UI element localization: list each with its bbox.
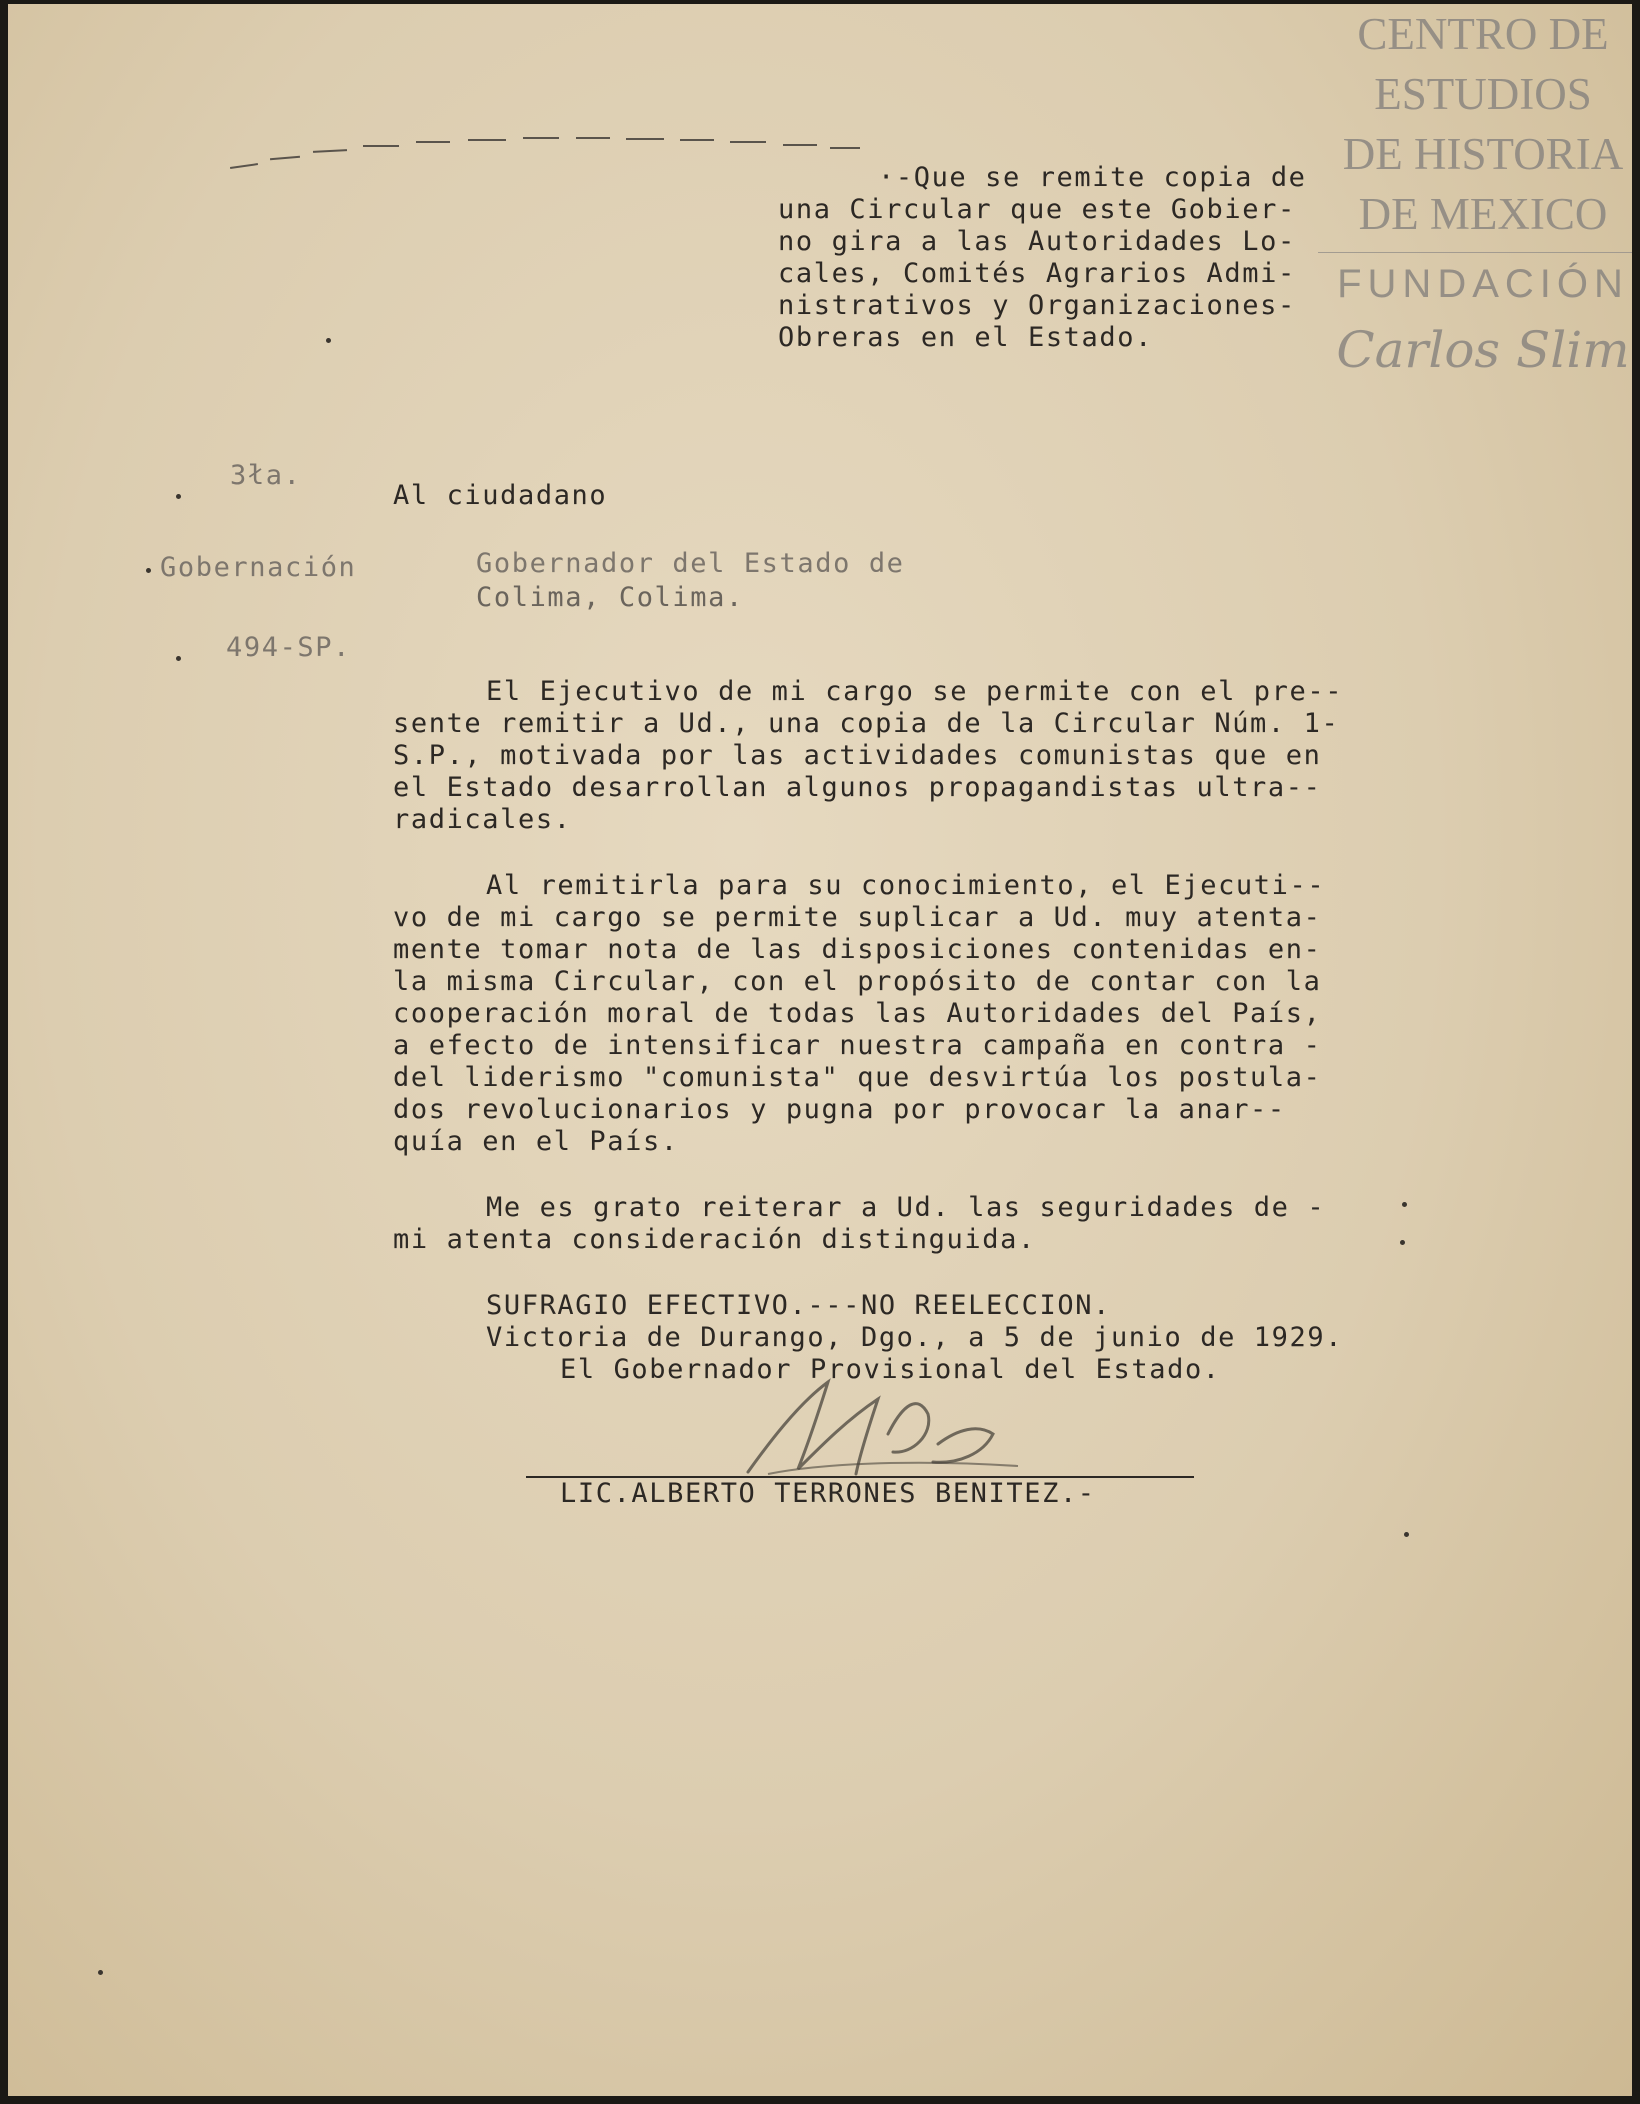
body-line: El Ejecutivo de mi cargo se permite con el pre-- bbox=[486, 676, 1344, 707]
body-line: dos revolucionarios y pugna por provocar la anar-- bbox=[393, 1094, 1286, 1125]
paper-speck bbox=[326, 338, 331, 343]
body-line: cooperación moral de todas las Autoridades del País, bbox=[393, 998, 1322, 1029]
paper-speck bbox=[1402, 1202, 1407, 1207]
paper-speck bbox=[146, 568, 151, 573]
addressee-line: Colima, Colima. bbox=[476, 582, 744, 613]
salutation: Al ciudadano bbox=[393, 480, 608, 511]
document-page bbox=[8, 4, 1632, 2096]
addressee-line: Gobernador del Estado de bbox=[476, 548, 905, 579]
place-date: Victoria de Durango, Dgo., a 5 de junio de 1929. bbox=[486, 1322, 1344, 1353]
body-line: del liderismo "comunista" que desvirtúa los postula- bbox=[393, 1062, 1322, 1093]
watermark-line: DE MEXICO bbox=[1358, 189, 1608, 239]
body-line: mi atenta consideración distinguida. bbox=[393, 1224, 1036, 1255]
margin-number: 494-SP. bbox=[226, 632, 351, 663]
signer-name: LIC.ALBERTO TERRONES BENITEZ.- bbox=[560, 1478, 1096, 1509]
archive-watermark bbox=[1318, 4, 1632, 409]
watermark-line: DE HISTORIA bbox=[1342, 129, 1624, 179]
paper-speck bbox=[1404, 1532, 1409, 1537]
body-line: Al remitirla para su conocimiento, el Ejecuti-- bbox=[486, 870, 1326, 901]
body-line: sente remitir a Ud., una copia de la Circular Núm. 1- bbox=[393, 708, 1340, 739]
body-line: radicales. bbox=[393, 804, 572, 835]
paper-speck bbox=[176, 656, 181, 661]
subject-line: cales, Comités Agrarios Admi- bbox=[778, 258, 1296, 289]
watermark-divider bbox=[1318, 252, 1632, 253]
watermark-signature: Carlos Slim bbox=[1336, 321, 1630, 379]
paper-speck bbox=[176, 494, 181, 499]
body-line: la misma Circular, con el propósito de contar con la bbox=[393, 966, 1322, 997]
watermark-line: CENTRO DE bbox=[1357, 9, 1609, 59]
subject-line: Obreras en el Estado. bbox=[778, 322, 1153, 353]
subject-line: ·-Que se remite copia de bbox=[878, 162, 1307, 193]
watermark-line: ESTUDIOS bbox=[1374, 69, 1592, 119]
signer-title: El Gobernador Provisional del Estado. bbox=[560, 1354, 1221, 1385]
handwritten-signature bbox=[728, 1374, 1048, 1484]
watermark-foundation: FUNDACIÓN bbox=[1337, 262, 1629, 306]
body-line: Me es grato reiterar a Ud. las seguridades de - bbox=[486, 1192, 1326, 1223]
paper-speck bbox=[1400, 1240, 1405, 1245]
margin-section-ref: 3ła. bbox=[230, 460, 302, 491]
body-line: S.P., motivada por las actividades comunistas que en bbox=[393, 740, 1322, 771]
subject-line: una Circular que este Gobier- bbox=[778, 194, 1296, 225]
body-line: a efecto de intensificar nuestra campaña en contra - bbox=[393, 1030, 1322, 1061]
body-line: quía en el País. bbox=[393, 1126, 679, 1157]
body-line: mente tomar nota de las disposiciones contenidas en- bbox=[393, 934, 1322, 965]
body-line: el Estado desarrollan algunos propagandistas ultra-- bbox=[393, 772, 1322, 803]
body-line: vo de mi cargo se permite suplicar a Ud. muy atenta- bbox=[393, 902, 1322, 933]
subject-line: nistrativos y Organizaciones- bbox=[778, 290, 1296, 321]
paper-speck bbox=[98, 1970, 103, 1975]
motto: SUFRAGIO EFECTIVO.---NO REELECCION. bbox=[486, 1290, 1111, 1321]
subject-line: no gira a las Autoridades Lo- bbox=[778, 226, 1296, 257]
margin-department: Gobernación bbox=[160, 552, 357, 583]
